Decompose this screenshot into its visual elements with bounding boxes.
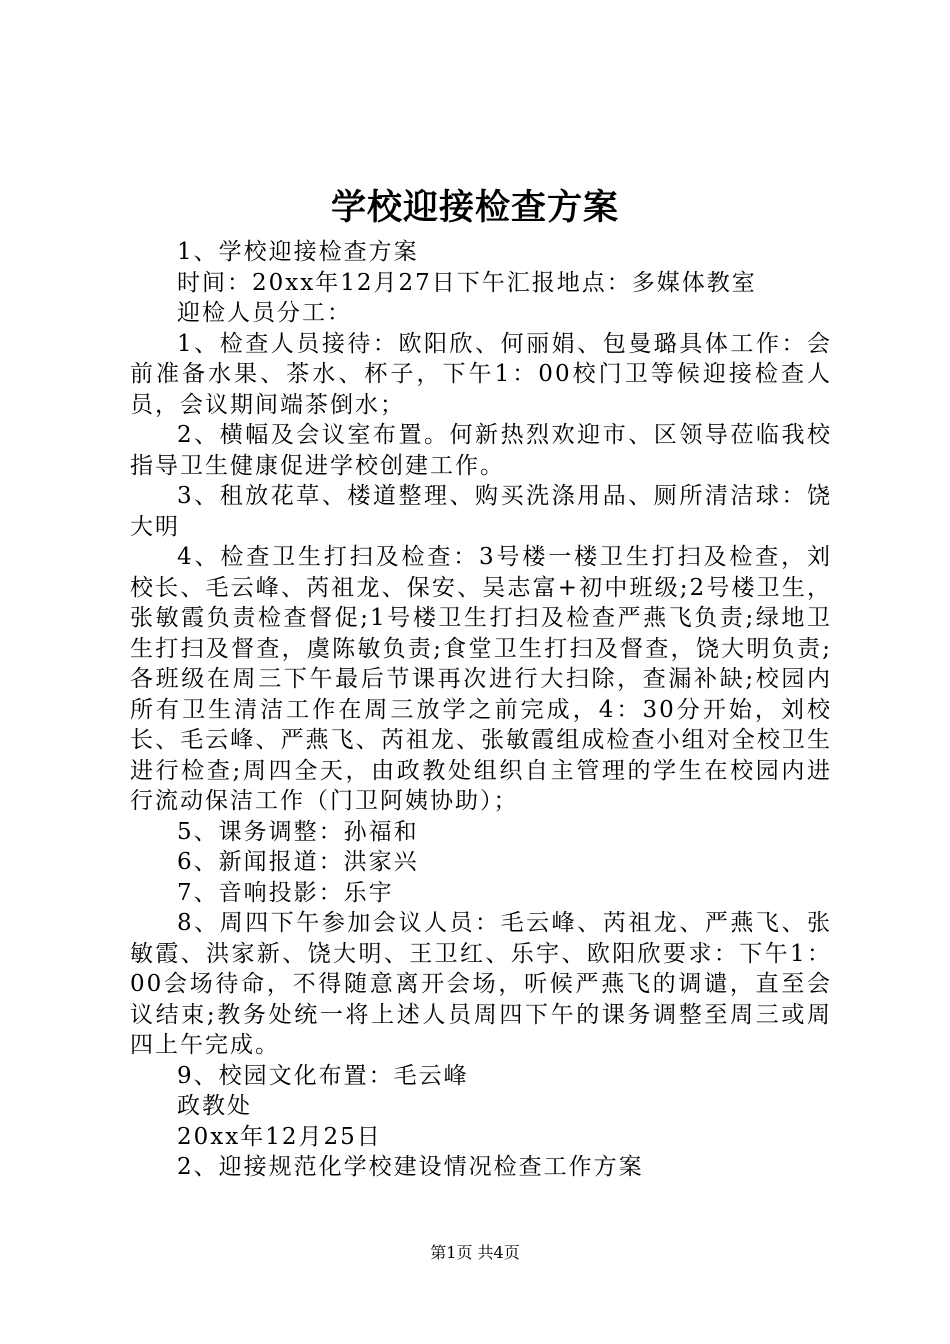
paragraph-time-location: 时间：20xx年12月27日下午汇报地点：多媒体教室 bbox=[177, 269, 757, 296]
paragraph-item-flowers: 3、租放花草、楼道整理、购买洗涤用品、厕所清洁球：饶大明 bbox=[130, 483, 832, 540]
paragraph-section-heading-1: 1、学校迎接检查方案 bbox=[177, 239, 419, 265]
paragraph-item-banner: 2、横幅及会议室布置。何新热烈欢迎市、区领导莅临我校指导卫生健康促进学校创建工作。 bbox=[130, 422, 832, 479]
paragraph-item-meeting: 8、周四下午参加会议人员：毛云峰、芮祖龙、严燕飞、张敏霞、洪家新、饶大明、王卫红、乐宇、欧阳欣要求：下午1：00会场待命，不得随意离开会场，听候严燕飞的调谴，直至会议结束;教务处统一将上述人员周四下午的课务调整至周三或周四上午完成。 bbox=[130, 910, 832, 1058]
paragraph-staff-assignment: 迎检人员分工： bbox=[177, 300, 352, 326]
paragraph-section-heading-2: 2、迎接规范化学校建设情况检查工作方案 bbox=[177, 1154, 644, 1180]
paragraph-item-audio: 7、音响投影：乐宇 bbox=[177, 879, 394, 906]
paragraph-item-cleaning: 4、检查卫生打扫及检查：3号楼一楼卫生打扫及检查，刘校长、毛云峰、芮祖龙、保安、吴志富+初中班级;2号楼卫生，张敏霞负责检查督促;1号楼卫生打扫及检查严燕飞负责;绿地卫生打扫及督查，虞陈敏负责;食堂卫生打扫及督查，饶大明负责;各班级在周三下午最后节课再次进行大扫除，查漏补缺;校园内所有卫生清洁工作在周三放学之前完成，4：30分开始，刘校长、毛云峰、严燕飞、芮祖龙、张敏霞组成检查小组对全校卫生进行检查;周四全天，由政教处组织自主管理的学生在校园内进行流动保洁工作（门卫阿姨协助）； bbox=[130, 544, 832, 814]
page-footer: 第1页 共4页 bbox=[430, 1243, 520, 1262]
paragraph-item-course: 5、课务调整：孙福和 bbox=[177, 818, 419, 845]
paragraph-signature-office: 政教处 bbox=[177, 1093, 252, 1119]
paragraph-item-culture: 9、校园文化布置：毛云峰 bbox=[177, 1062, 469, 1089]
document-title: 学校迎接检查方案 bbox=[330, 187, 619, 228]
document-body bbox=[130, 237, 832, 1183]
paragraph-item-reception: 1、检查人员接待：欧阳欣、何丽娟、包曼璐具体工作：会前准备水果、茶水、杯子，下午1：00校门卫等候迎接检查人员，会议期间端茶倒水； bbox=[130, 330, 832, 418]
paragraph-signature-date: 20xx年12月25日 bbox=[177, 1123, 382, 1150]
paragraph-item-news: 6、新闻报道：洪家兴 bbox=[177, 849, 419, 875]
